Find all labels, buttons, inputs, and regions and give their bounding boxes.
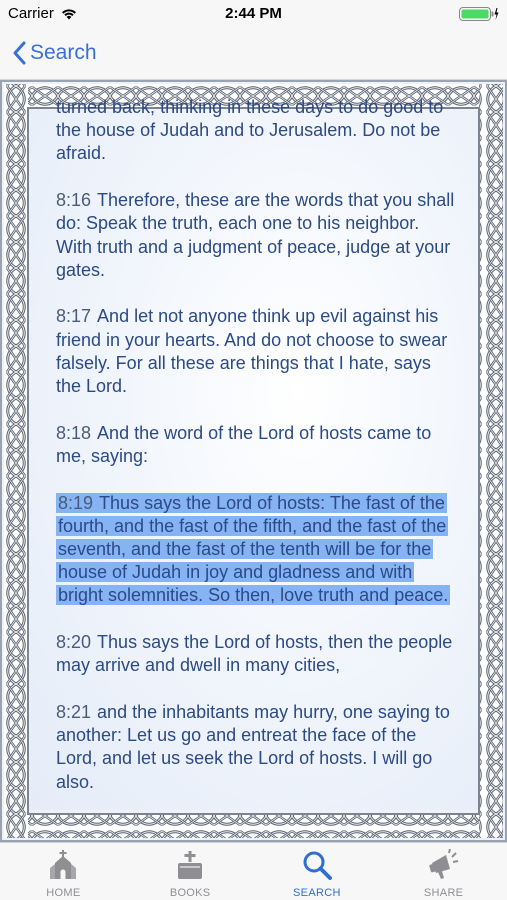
verse-body — [56, 190, 454, 280]
verse[interactable] — [56, 631, 456, 677]
verse[interactable] — [56, 305, 456, 398]
tab-search[interactable] — [254, 843, 381, 900]
tab-books-label: BOOKS — [169, 887, 211, 899]
verse-number: 8:21 — [56, 702, 92, 723]
verse-number: 8:17 — [56, 306, 92, 327]
verse[interactable] — [56, 189, 456, 282]
verse-highlighted[interactable] — [56, 492, 456, 608]
carrier-label: Carrier — [8, 5, 54, 22]
verse-body — [56, 306, 447, 396]
verse-text: Thus says the Lord of hosts, then the people may arrive and dwell in many cities, — [56, 632, 453, 676]
reading-area — [0, 80, 507, 842]
tab-share-label: SHARE — [423, 887, 464, 899]
tab-share[interactable] — [380, 843, 507, 900]
verse-text: Thus says the Lord of hosts: The fast of the fourth, and the fast of the fifth, and the fast of the seventh, and the fast of the tenth will be for the house of Judah in joy and gladness and with bright solemnities. So then, love truth and peace. — [58, 492, 449, 606]
verse-body — [56, 423, 431, 466]
verse-body — [56, 632, 452, 675]
clock: 2:44 PM — [225, 5, 282, 22]
tab-search-label: SEARCH — [293, 887, 341, 899]
verse-body — [56, 702, 450, 792]
verse[interactable] — [56, 701, 456, 794]
verse-text: Therefore, these are the words that you shall do: Speak the truth, each one to his neighbor. With truth and a judgment of peace, judge at your gates. — [56, 190, 455, 280]
status-bar — [0, 0, 507, 28]
bible-icon — [173, 848, 207, 882]
verse-list — [56, 96, 456, 817]
search-icon — [300, 848, 334, 882]
church-icon — [46, 848, 80, 882]
back-button-label: Search — [30, 41, 97, 64]
verse-text: And the word of the Lord of hosts came to me, saying: — [56, 422, 432, 466]
verse-text: And let not anyone think up evil against his friend in your hearts. And do not choose to swear falsely. For all these are things that I hate, says the Lord. — [56, 306, 448, 397]
verse-number: 8:19 — [58, 492, 94, 513]
navigation-bar — [0, 28, 507, 80]
verse-text: turned back, thinking in these days to do good to the house of Judah and to Jerusalem. Do not be afraid. — [56, 97, 444, 164]
chevron-left-icon — [12, 41, 26, 65]
back-button[interactable] — [12, 38, 97, 68]
verse-number: 8:20 — [56, 632, 92, 653]
chapter-text[interactable] — [30, 97, 478, 810]
tab-home[interactable] — [0, 843, 127, 900]
megaphone-icon — [427, 848, 461, 882]
tab-home-label: HOME — [46, 887, 81, 899]
verse-text: and the inhabitants may hurry, one saying to another: Let us go and entreat the face of the Lord, and let us seek the Lord of hosts. I will go also. — [56, 702, 450, 792]
verse-body — [56, 493, 450, 606]
verse[interactable] — [56, 96, 456, 166]
tab-books[interactable] — [127, 843, 254, 900]
verse[interactable] — [56, 422, 456, 468]
verse-number: 8:18 — [56, 422, 92, 443]
verse-number: 8:16 — [56, 190, 92, 211]
tab-bar — [0, 842, 507, 900]
verse-body — [56, 97, 443, 163]
battery-icon — [459, 6, 499, 22]
